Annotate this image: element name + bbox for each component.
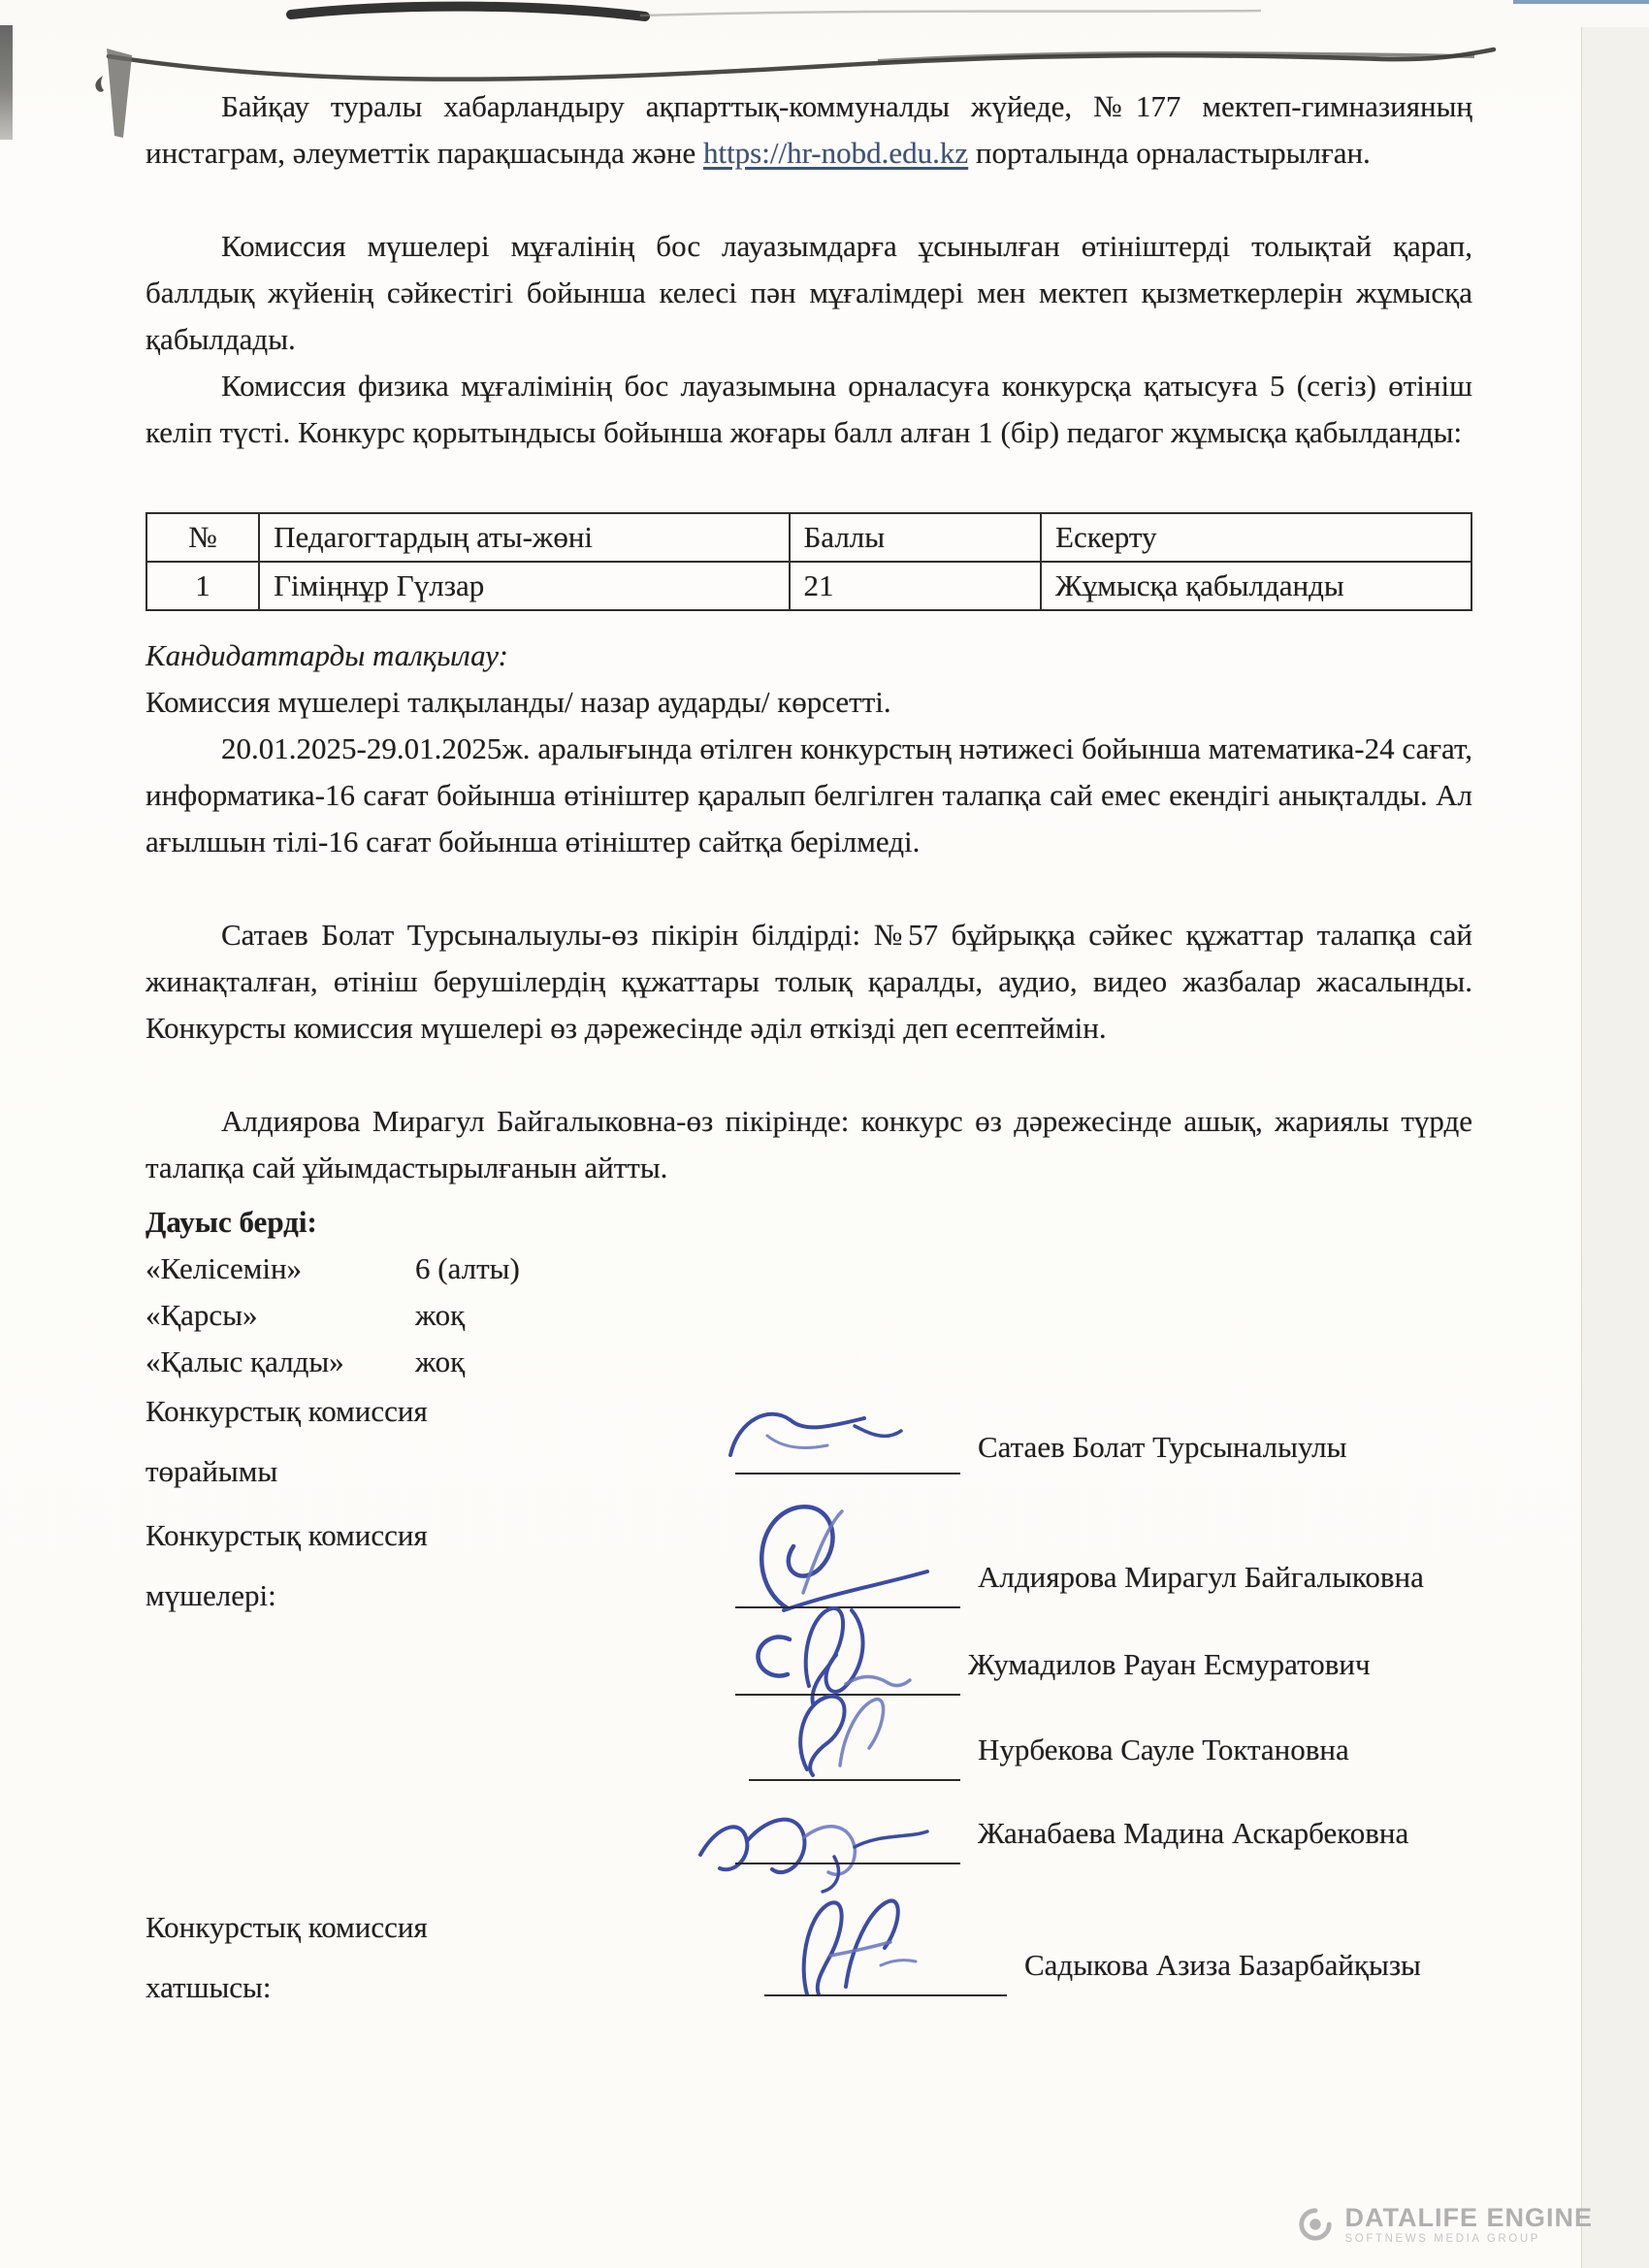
- results-table: [146, 512, 1472, 611]
- discussion-intro: Комиссия мүшелері талқыланды/ назар аударды/ көрсетті.: [146, 685, 891, 719]
- paragraph-commission-review: Комиссия мүшелері мұғалінің бос лауазымдарға ұсынылған өтініштерді толықтай қарап, баллдық жүйенің сәйкестігі бойынша келесі пән мұғалімдері мен мектеп қызметкерлерін жұмысқа қабылдады.: [146, 229, 1472, 356]
- paragraph-physics-vacancy: Комиссия физика мұғалімінің бос лауазымына орналасуға конкурсқа қатысуға 5 (сегіз) өтініш келіп түсті. Конкурс қорытындысы бойынша жоғары балл алған 1 (бір) педагог жұмысқа қабылданды:: [146, 369, 1472, 449]
- paragraph-announcement: [146, 83, 1472, 177]
- secretary-signature-line: [764, 1994, 1007, 1996]
- member-signature-zhumadilov: [737, 1599, 931, 1715]
- member-signature-zhanabayeva: [689, 1787, 951, 1894]
- watermark-title: DATALIFE ENGINE: [1344, 2203, 1593, 2232]
- member-signature-line-4: [735, 1863, 960, 1864]
- watermark-subtitle: SOFTNEWS MEDIA GROUP: [1344, 2233, 1541, 2245]
- secretary-label: Конкурстық комиссия хатшысы:: [146, 1910, 428, 2004]
- secretary-signature: [776, 1888, 951, 2004]
- table-cell-score: 21: [790, 562, 1042, 610]
- vote-value-against: жоқ: [415, 1298, 466, 1332]
- scan-artifact-page-right-edge: [1581, 27, 1649, 2268]
- members-label: Конкурстық комиссия мүшелері:: [146, 1518, 428, 1612]
- vote-row-abstained: [146, 1339, 824, 1385]
- vote-value-agree: 6 (алты): [415, 1251, 520, 1285]
- member-name-nurbekova: Нурбекова Сауле Токтановна: [978, 1733, 1349, 1766]
- vote-label-abstained: «Қалыс қалды»: [146, 1345, 344, 1378]
- chair-signature-line: [735, 1473, 960, 1474]
- scan-artifact-speck: [91, 74, 107, 95]
- vote-value-abstained: жоқ: [415, 1345, 466, 1378]
- table-header-note: Ескерту: [1041, 513, 1471, 562]
- vote-row-against: [146, 1292, 824, 1339]
- table-header-score: Баллы: [790, 513, 1042, 562]
- vote-row-agree: [146, 1246, 824, 1292]
- datalife-watermark: [1297, 2204, 1594, 2245]
- discussion-heading: Кандидаттарды талқылау:: [146, 638, 508, 672]
- table-cell-note: Жұмысқа қабылданды: [1041, 562, 1471, 610]
- table-row: [146, 562, 1471, 610]
- datalife-logo-icon: [1297, 2206, 1334, 2243]
- paragraph-aldiyarova-opinion: Алдиярова Мирагул Байгалыковна-өз пікірінде: конкурс өз дәрежесінде ашық, жариялы түрде талапқа сай ұйымдастырылғанын айтты.: [146, 1104, 1472, 1184]
- member-signature-line-2: [735, 1694, 960, 1696]
- paragraph-satayev-opinion: Сатаев Болат Турсыналыулы-өз пікірін білдірді: №57 бұйрыққа сәйкес құжаттар талапқа сай жинақталған, өтініш берушілердің құжаттары толық қаралды, аудио, видео жазбалар жасалынды. Конкурсты комиссия мүшелері өз дәрежесінде әділ өткізді деп есептеймін.: [146, 918, 1472, 1045]
- member-signature-line-3: [749, 1779, 960, 1781]
- vote-label-against: «Қарсы»: [146, 1298, 258, 1332]
- secretary-name: Садыкова Азиза Базарбайқызы: [1024, 1948, 1421, 1982]
- member-name-zhanabayeva: Жанабаева Мадина Аскарбековна: [978, 1816, 1409, 1850]
- paragraph-announcement-tail: порталында орналастырылған.: [968, 136, 1371, 170]
- vote-label-agree: «Келісемін»: [146, 1251, 303, 1285]
- scan-artifact-blue-line: [1513, 0, 1649, 4]
- member-name-zhumadilov: Жумадилов Рауан Есмуратович: [968, 1647, 1371, 1681]
- paragraph-announcement-text: Байқау туралы хабарландыру ақпарттық-коммуналды жүйеде, №177 мектеп-гимназияның инстаграм, әлеуметтік парақшасында және: [146, 89, 1472, 170]
- member-signature-line-1: [735, 1606, 960, 1608]
- table-cell-number: 1: [146, 562, 259, 610]
- table-cell-teacher-name: Гіміңнұр Гүлзар: [259, 562, 789, 610]
- scan-artifact-left-edge: [0, 25, 13, 140]
- table-header-number: №: [146, 513, 259, 562]
- chair-label: Конкурстық комиссия төрайымы: [146, 1394, 428, 1488]
- chair-name: Сатаев Болат Турсыналыулы: [978, 1430, 1347, 1464]
- paragraph-contest-dates: 20.01.2025-29.01.2025ж. аралығында өтілген конкурстың нәтижесі бойынша математика-24 сағат, информатика-16 сағат бойынша өтініштер қаралып белгілген талапқа сай емес екендігі анықталды. Ал ағылшын тілі-16 сағат бойынша өтініштер сайтқа берілмеді.: [146, 731, 1472, 859]
- table-header-teacher-name: Педагогтардың аты-жөні: [259, 513, 789, 562]
- chair-signature: [713, 1389, 926, 1481]
- member-signature-aldiyarova: [728, 1492, 951, 1701]
- voting-heading: Дауыс берді:: [146, 1205, 317, 1239]
- member-name-aldiyarova: Алдиярова Мирагул Байгалыковна: [978, 1560, 1424, 1594]
- table-header-row: [146, 513, 1471, 562]
- hr-nobd-portal-link[interactable]: https://hr-nobd.edu.kz: [702, 136, 969, 170]
